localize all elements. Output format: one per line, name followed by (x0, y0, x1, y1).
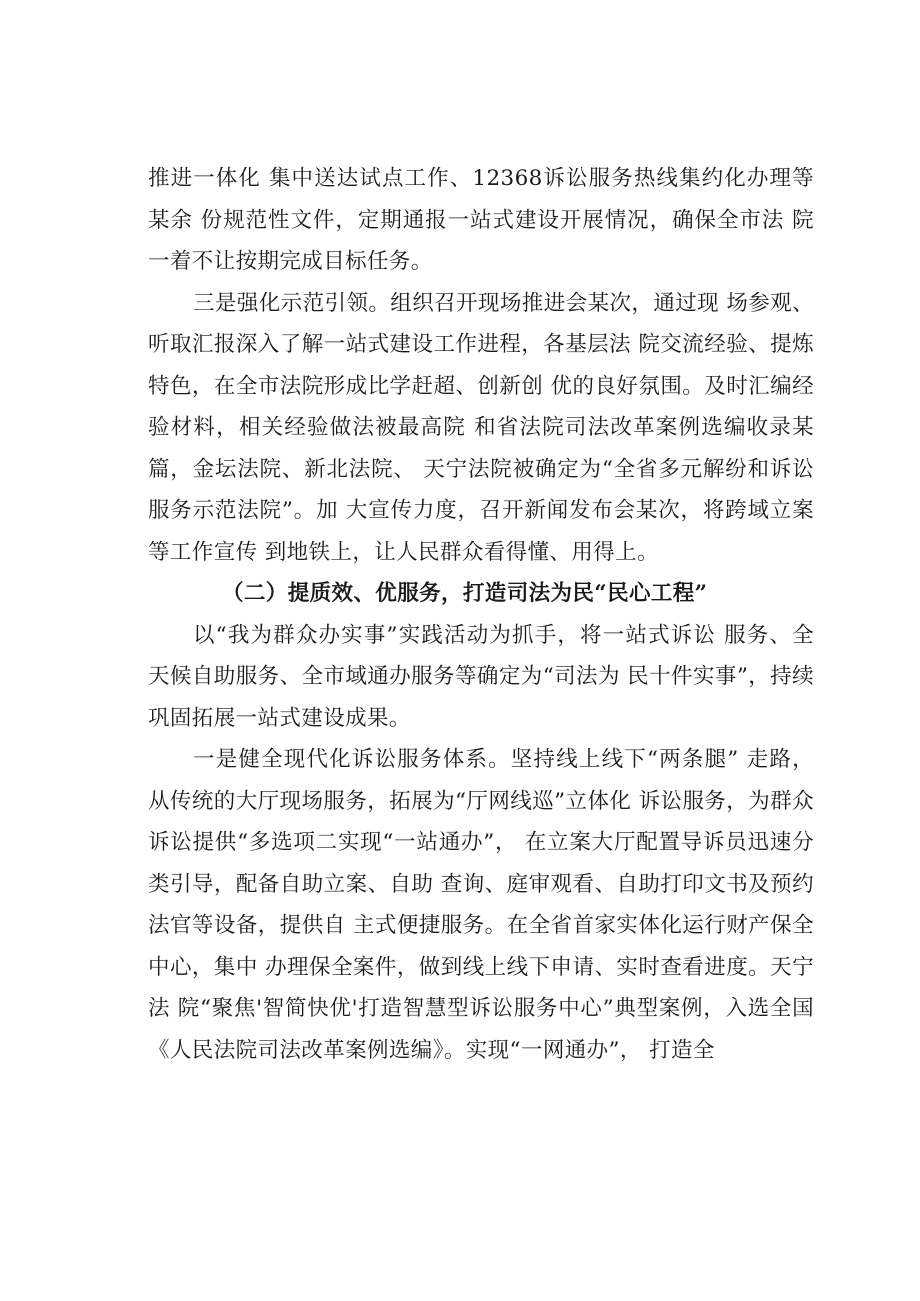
document-body (148, 158, 814, 1071)
paragraph-continuation: 推进一体化 集中送达试点工作、12368诉讼服务热线集约化办理等某余 份规范性文件，定期通报一站式建设开展情况，确保全市法 院一着不让按期完成目标任务。 (148, 166, 814, 274)
section-heading: （二）提质效、优服务，打造司法为民“民心工程” (222, 581, 708, 606)
paragraph-intro: 以“我为群众办实事”实践活动为抓手，将一站式诉讼 服务、全天候自助服务、全市域通办服务等确定为“司法为 民十件实事”，持续巩固拓展一站式建设成果。 (148, 622, 814, 731)
paragraph-service-system: 一是健全现代化诉讼服务体系。坚持线上线下“两条腿” 走路，从传统的大厅现场服务，拓展为“厅网线巡”立体化 诉讼服务，为群众诉讼提供“多选项二实现“一站通办”， 在立案大厅配置导诉员迅速分类引导，配备自助立案、自助 查询、庭审观看、自助打印文书及预约法官等设备，提供自 主式便捷服务。在全省首家实体化运行财产保全中心，集中 办理保全案件，做到线上线下申请、实时查看进度。天宁法 院“聚焦'智简快优'打造智慧型诉讼服务中心”典型案例，入选全国《人民法院司法改革案例选编》。实现“一网通办”， 打造全 (148, 747, 814, 1063)
paragraph-demonstration: 三是强化示范引领。组织召开现场推进会某次，通过现 场参观、听取汇报深入了解一站式建设工作进程，各基层法 院交流经验、提炼特色，在全市法院形成比学赶超、创新创 优的良好氛围。及时汇编经验材料，相关经验做法被最高院 和省法院司法改革案例选编收录某篇，金坛法院、新北法院、 天宁法院被确定为“全省多元解纷和诉讼服务示范法院”。加 大宣传力度，召开新闻发布会某次，将跨域立案等工作宣传 到地铁上，让人民群众看得懂、用得上。 (148, 290, 814, 565)
